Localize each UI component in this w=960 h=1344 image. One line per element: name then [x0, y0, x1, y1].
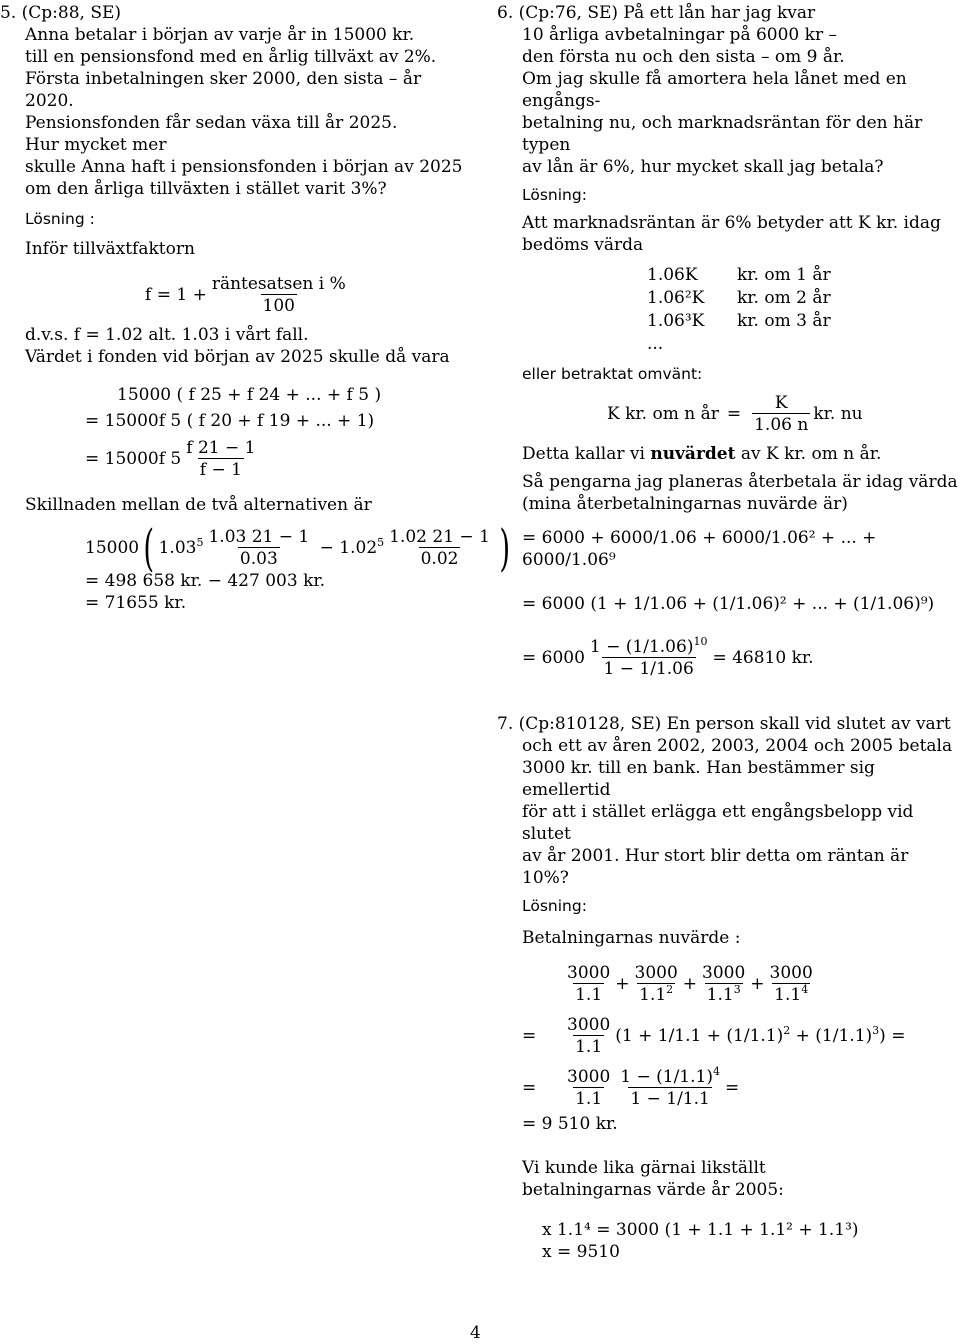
problem5-text-line: Första inbetalningen sker 2000, den sista – år 2020. [25, 69, 422, 111]
k-formula: K kr. om n år = $\frac{K}{1.06 n}$ kr. nu [607, 393, 863, 435]
problem7-text-line: för att i stället erlägga ett engångsbelopp vid slutet [522, 802, 914, 844]
intro-text: Inför tillväxtfaktorn [25, 239, 195, 259]
pv-sentence: Detta kallar vi nuvärdet av K kr. om n år. [522, 444, 882, 464]
sum-line-2: = 15000f 5 ( f 20 + f 19 + ... + 1) [85, 411, 375, 431]
solution-label: Lösning : [25, 210, 95, 228]
sum-fraction: $\frac{f 21 - 1}{f - 1}$ [186, 438, 256, 480]
x-eq-1: x 1.1⁴ = 3000 (1 + 1.1 + 1.1² + 1.1³) [542, 1220, 859, 1240]
problem5-text-line: Pensionsfonden får sedan växa till år 2025. [25, 113, 398, 133]
problem7-heading: 7. (Cp:810128, SE) En person skall vid slutet av vart [497, 714, 951, 734]
means-text: Att marknadsräntan är 6% betyder att K kr. idag bedöms värda [522, 213, 941, 255]
sum-line-1: 15000 ( f 25 + f 24 + ... + f 5 ) [117, 385, 382, 405]
pv-eq-1: = 6000 + 6000/1.06 + 6000/1.06² + ... + 6000/1.06⁹ [522, 528, 877, 570]
problem5-text-line: till en pensionsfond med en årlig tillväxt av 2%. [25, 47, 437, 67]
value-line: Värdet i fonden vid början av 2025 skulle då vara [25, 347, 450, 367]
problem7-text-line: 3000 kr. till en bank. Han bestämmer sig emellertid [522, 758, 875, 800]
solution-label: Lösning: [522, 897, 587, 915]
dvs-line: d.v.s. f = 1.02 alt. 1.03 i vårt fall. [25, 325, 309, 345]
f-def-numerator: räntesatsen i % [211, 274, 346, 294]
pv-equations [522, 527, 960, 679]
p7-equations: $\frac{3000}{1.1}$ + $\frac{3000}{1.1^2}$ + $\frac{3000}{1.1^3}$ + $\frac{3000}{1.1^4}$ = $\frac{3000}{1.1}$ $(1 + 1/1.1 + (1/1.1)^2 + (1/1.1)^3)$ = = $\frac{3000}{1.1}$ $\frac{1 - (1/1.1)^4}{1 - 1/1.1}$ = = 9 510 kr. [522, 963, 960, 1135]
problem6-text-line: den första nu och den sista – om 9 år. [522, 47, 845, 67]
result-line-2: = 71655 kr. [85, 593, 187, 613]
discount-table: 1.06K kr. om 1 år 1.06²K kr. om 2 år 1.06³K kr. om 3 år ... [647, 265, 831, 354]
problem7-text-line: och ett av åren 2002, 2003, 2004 och 2005 betala [522, 736, 953, 756]
k-fraction: $\frac{K}{1.06 n}$ [754, 393, 809, 435]
problem6-text-line: av lån är 6%, hur mycket skall jag betala? [522, 157, 884, 177]
pv-eq-2: = 6000 (1 + 1/1.06 + (1/1.06)² + ... + (1/1.06)⁹) [522, 594, 935, 614]
nuvardet-keyword: nuvärdet [650, 444, 736, 464]
alt-line-1: Vi kunde lika gärnai likställt [522, 1158, 766, 1178]
f-definition [25, 274, 470, 316]
pv-label: Betalningarnas nuvärde : [522, 928, 741, 948]
problem5-text-line: skulle Anna haft i pensionsfonden i början av 2025 [25, 157, 463, 177]
solution-label: Lösning: [522, 186, 587, 204]
problem7-body [497, 735, 960, 1263]
problem5-text-line: Anna betalar i början av varje år in 15000 kr. [25, 25, 415, 45]
difference-expression: 15000 ( 1.03$^5$ $\frac{1.03 21 - 1}{0.03}$ − $1.02^5$ $\frac{1.02 21 - 1}{0.02}$ ) [85, 519, 511, 577]
sum-block [25, 384, 470, 480]
problem7-text-line: av år 2001. Hur stort blir detta om räntan är 10%? [522, 846, 909, 888]
sum-line-3: = 15000f 5 $\frac{f 21 - 1}{f - 1}$ [85, 438, 256, 480]
problem6-text-line: 10 årliga avbetalningar på 6000 kr – [522, 25, 837, 45]
left-column [0, 2, 511, 614]
f-def-denominator: 100 [262, 296, 295, 316]
diff-line: Skillnaden mellan de två alternativen är [25, 495, 372, 515]
problem5-text-line: om den årliga tillväxten i stället varit 3%? [25, 179, 387, 199]
problem5-body [0, 24, 511, 614]
planned-text: Så pengarna jag planeras återbetala är idag värda (mina återbetalningarnas nuvärde är) [522, 472, 958, 514]
problem6-text-line: betalning nu, och marknadsräntan för den här typen [522, 113, 923, 155]
pv-eq-3: = 6000 $\frac{1 - (1/1.06)^{10}}{1 - 1/1.06}$ = 46810 kr. [522, 635, 814, 679]
x-eq-2: x = 9510 [542, 1242, 620, 1262]
alt-line-2: betalningarnas värde år 2005: [522, 1180, 784, 1200]
result-line-1: = 498 658 kr. − 427 003 kr. [85, 571, 326, 591]
result-block [25, 570, 470, 614]
problem5-heading: 5. (Cp:88, SE) [0, 3, 122, 23]
diff-b-fraction: $\frac{1.02 21 - 1}{0.02}$ [389, 527, 490, 569]
problem6-text-line: Om jag skulle få amortera hela lånet med en engångs- [522, 69, 907, 111]
page-number: 4 [470, 1323, 481, 1343]
converse-text: eller betraktat omvänt: [522, 365, 703, 383]
problem6-body [497, 24, 960, 679]
p7-result: = 9 510 kr. [522, 1114, 618, 1134]
right-column [497, 2, 960, 1263]
f-def-fraction [210, 274, 348, 316]
problem5-text-line: Hur mycket mer [25, 135, 167, 155]
f-def-lhs: f = 1 + [145, 285, 207, 305]
problem6-heading: 6. (Cp:76, SE) På ett lån har jag kvar [497, 3, 816, 23]
diff-a-fraction: $\frac{1.03 21 - 1}{0.03}$ [208, 527, 310, 569]
